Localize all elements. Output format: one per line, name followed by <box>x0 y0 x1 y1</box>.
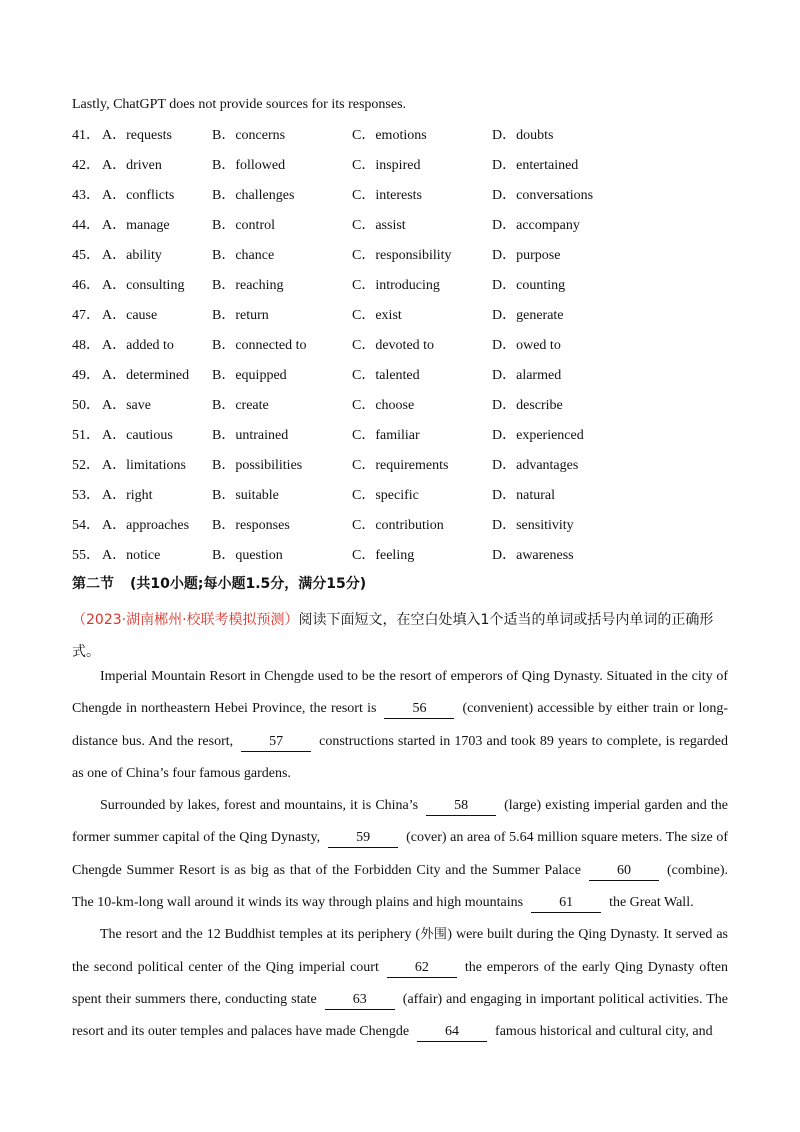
option-a[interactable]: A．requests <box>102 128 172 143</box>
option-a[interactable]: A．cause <box>102 308 158 323</box>
paragraph-3 <box>72 919 728 1048</box>
paragraph-2 <box>72 790 728 919</box>
blank-57[interactable]: 57 <box>241 733 311 752</box>
option-a[interactable]: A．cautious <box>102 428 173 443</box>
question-row <box>72 331 752 361</box>
option-d[interactable]: D．doubts <box>492 128 554 143</box>
option-d[interactable]: D．generate <box>492 308 564 323</box>
blank-63[interactable]: 63 <box>325 991 395 1010</box>
option-a[interactable]: A．added to <box>102 338 174 353</box>
question-row <box>72 271 752 301</box>
option-c[interactable]: C．interests <box>352 188 422 203</box>
blank-59[interactable]: 59 <box>328 829 398 848</box>
option-c[interactable]: C．devoted to <box>352 338 435 353</box>
option-d[interactable]: D．experienced <box>492 428 584 443</box>
option-c[interactable]: C．familiar <box>352 428 420 443</box>
passage-text: the emperors of the early Qing Dynasty often spent their summers there, conducting state <box>72 959 728 1007</box>
option-d[interactable]: D．purpose <box>492 248 561 263</box>
question-row <box>72 241 752 271</box>
option-d[interactable]: D．natural <box>492 488 555 503</box>
passage-text: Surrounded by lakes, forest and mountains, it is China’s <box>100 798 419 814</box>
question-number: 52． <box>72 458 100 473</box>
chinese-gloss: 外围 <box>420 927 448 943</box>
option-c[interactable]: C．contribution <box>352 518 444 533</box>
option-b[interactable]: B．equipped <box>212 368 287 383</box>
passage-text: (affair) and engaging in important political activities. The resort and its outer temples and palaces have made Chengde <box>72 991 728 1040</box>
section-scoring: (共10小题;每小题1.5分，满分15分) <box>130 576 367 592</box>
option-a[interactable]: A．conflicts <box>102 188 175 203</box>
paragraph-1 <box>72 661 728 790</box>
question-row <box>72 451 752 481</box>
section-heading: 第二节 <box>72 576 114 592</box>
passage-text: (combine). The 10-km-long wall around it winds its way through plains and high mountains <box>72 862 728 911</box>
question-number: 45． <box>72 248 100 263</box>
passage-text: (convenient) accessible by either train or long-distance bus. And the resort, <box>72 701 729 749</box>
section-title <box>72 573 366 593</box>
option-b[interactable]: B．concerns <box>212 128 286 143</box>
option-d[interactable]: D．entertained <box>492 158 579 173</box>
question-number: 47． <box>72 308 100 323</box>
option-b[interactable]: B．return <box>212 308 269 323</box>
passage-text: famous historical and cultural city, and <box>495 1024 713 1040</box>
option-b[interactable]: B．suitable <box>212 488 279 503</box>
option-c[interactable]: C．emotions <box>352 128 427 143</box>
option-c[interactable]: C．specific <box>352 488 419 503</box>
intro-line: Lastly, ChatGPT does not provide sources for its responses. <box>72 97 407 112</box>
option-c[interactable]: C．feeling <box>352 548 415 563</box>
option-d[interactable]: D．sensitivity <box>492 518 574 533</box>
blank-64[interactable]: 64 <box>417 1023 487 1042</box>
option-b[interactable]: B．followed <box>212 158 286 173</box>
option-b[interactable]: B．reaching <box>212 278 284 293</box>
blank-56[interactable]: 56 <box>384 700 454 719</box>
question-row <box>72 421 752 451</box>
option-d[interactable]: D．counting <box>492 278 566 293</box>
question-number: 43． <box>72 188 100 203</box>
option-c[interactable]: C．talented <box>352 368 420 383</box>
choice-list <box>72 121 752 571</box>
blank-61[interactable]: 61 <box>531 894 601 913</box>
option-a[interactable]: A．limitations <box>102 458 186 473</box>
question-row <box>72 211 752 241</box>
option-c[interactable]: C．inspired <box>352 158 421 173</box>
option-a[interactable]: A．right <box>102 488 153 503</box>
option-b[interactable]: B．possibilities <box>212 458 303 473</box>
option-c[interactable]: C．introducing <box>352 278 440 293</box>
question-row <box>72 301 752 331</box>
option-a[interactable]: A．notice <box>102 548 161 563</box>
question-row <box>72 541 752 571</box>
question-number: 49． <box>72 368 100 383</box>
option-a[interactable]: A．determined <box>102 368 190 383</box>
question-row <box>72 181 752 211</box>
option-c[interactable]: C．responsibility <box>352 248 452 263</box>
blank-62[interactable]: 62 <box>387 959 457 978</box>
option-b[interactable]: B．control <box>212 218 275 233</box>
option-a[interactable]: A．manage <box>102 218 170 233</box>
option-c[interactable]: C．choose <box>352 398 415 413</box>
passage-text: The resort and the 12 Buddhist temples at its periphery ( <box>100 927 421 943</box>
option-b[interactable]: B．chance <box>212 248 275 263</box>
section-instruction <box>72 604 732 668</box>
option-d[interactable]: D．owed to <box>492 338 561 353</box>
option-c[interactable]: C．requirements <box>352 458 449 473</box>
option-b[interactable]: B．create <box>212 398 269 413</box>
option-b[interactable]: B．untrained <box>212 428 289 443</box>
question-number: 50． <box>72 398 100 413</box>
instruction-text: 阅读下面短文，在空白处填入1个适当的单词或括号内单词的正确形式。 <box>72 612 714 660</box>
passage-text: Imperial Mountain Resort in Chengde used to be the resort of emperors of Qing Dynasty. Situated in the city of Chengde in northeastern Hebei Province, the resort is <box>72 669 728 717</box>
question-number: 55． <box>72 548 100 563</box>
option-d[interactable]: D．accompany <box>492 218 580 233</box>
option-b[interactable]: B．connected to <box>212 338 307 353</box>
passage <box>72 661 728 1049</box>
question-row <box>72 121 752 151</box>
question-row <box>72 511 752 541</box>
option-a[interactable]: A．consulting <box>102 278 185 293</box>
blank-60[interactable]: 60 <box>589 862 659 881</box>
question-row <box>72 151 752 181</box>
question-number: 46． <box>72 278 100 293</box>
option-a[interactable]: A．save <box>102 398 151 413</box>
question-row <box>72 391 752 421</box>
option-a[interactable]: A．driven <box>102 158 162 173</box>
option-a[interactable]: A．approaches <box>102 518 190 533</box>
blank-58[interactable]: 58 <box>426 797 496 816</box>
option-d[interactable]: D．conversations <box>492 188 594 203</box>
question-number: 48． <box>72 338 100 353</box>
option-b[interactable]: B．responses <box>212 518 290 533</box>
option-b[interactable]: B．challenges <box>212 188 295 203</box>
option-d[interactable]: D．advantages <box>492 458 579 473</box>
option-c[interactable]: C．exist <box>352 308 402 323</box>
question-row <box>72 361 752 391</box>
passage-text: the Great Wall. <box>609 895 694 911</box>
option-d[interactable]: D．describe <box>492 398 563 413</box>
option-a[interactable]: A．ability <box>102 248 162 263</box>
passage-text: (cover) an area of 5.64 million square meters. The size of Chengde Summer Resort is as big as that of the Forbidden City and the Summer Palace <box>72 830 728 878</box>
question-number: 44． <box>72 218 100 233</box>
passage-text: ) were built during the Qing Dynasty. It served as the second political center of the Qing imperial court <box>72 927 728 975</box>
source-tag: （2023·湖南郴州·校联考模拟预测） <box>72 612 299 628</box>
question-number: 51． <box>72 428 100 443</box>
question-number: 42． <box>72 158 100 173</box>
question-number: 53． <box>72 488 100 503</box>
option-c[interactable]: C．assist <box>352 218 406 233</box>
option-d[interactable]: D．alarmed <box>492 368 562 383</box>
passage-text: (large) existing imperial garden and the former summer capital of the Qing Dynasty, <box>72 798 728 846</box>
question-number: 54． <box>72 518 100 533</box>
passage-text: constructions started in 1703 and took 89 years to complete, is regarded as one of China’s four famous gardens. <box>72 733 729 781</box>
option-d[interactable]: D．awareness <box>492 548 574 563</box>
question-row <box>72 481 752 511</box>
question-number: 41． <box>72 128 100 143</box>
option-b[interactable]: B．question <box>212 548 283 563</box>
